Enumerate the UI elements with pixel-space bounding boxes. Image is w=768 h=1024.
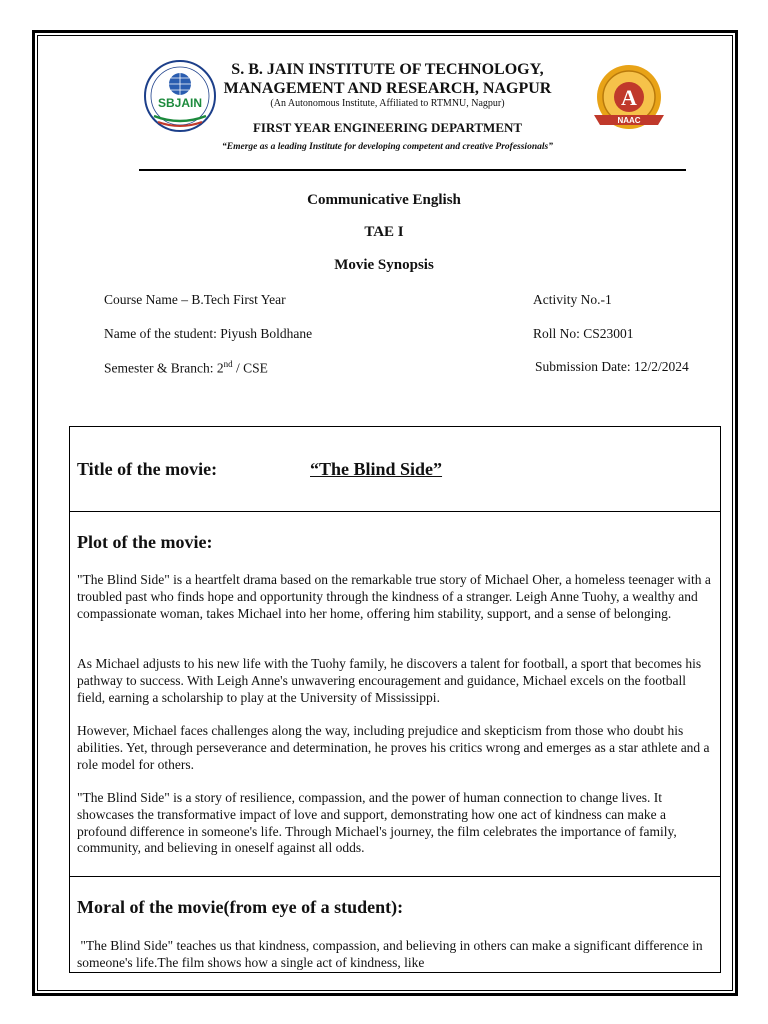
naac-logo: [590, 63, 668, 139]
affiliation: (An Autonomous Institute, Affiliated to RTMNU, Nagpur): [270, 98, 505, 109]
header-divider: [139, 169, 686, 171]
branch: / CSE: [232, 360, 268, 376]
roll-number: Roll No: CS23001: [533, 326, 634, 341]
plot-label: Plot of the movie:: [77, 532, 213, 552]
exam-title: TAE I: [364, 224, 404, 240]
course-name: Course Name – B.Tech First Year: [104, 292, 286, 307]
institute-motto: “Emerge as a leading Institute for developing competent and creative Professionals”: [222, 142, 553, 152]
naac-label: NAAC: [617, 116, 641, 125]
plot-paragraph: "The Blind Side" is a story of resilience, compassion, and the power of human connection to change lives. It showcases the transformative impact of love and support, demonstrating how one act of kindness can make a profound difference in someone's life. Through Michael's journey, the film celebrates the importance of family, community, and believing in oneself against all odds.: [77, 790, 677, 856]
student-name: Name of the student: Piyush Boldhane: [104, 326, 313, 341]
plot-paragraph: As Michael adjusts to his new life with the Tuohy family, he discovers a talent for football, a sport that becomes his pathway to success. With Leigh Anne's unwavering encouragement and guidance, Michael excels on the football field, earning a scholarship to play at the University of Mississippi.: [77, 656, 702, 705]
plot-paragraph: However, Michael faces challenges along the way, including prejudice and skepticism from those who doubt his abilities. Yet, through perseverance and determination, he proves his critics wrong and emerges as a star athlete and a role model for others.: [77, 723, 710, 772]
title-label: Title of the movie:: [77, 459, 218, 479]
plot-paragraph: "The Blind Side" is a heartfelt drama based on the remarkable true story of Michael Oher, a homeless teenager with a troubled past who finds hope and opportunity through the kindness of a stranger. Leigh Anne Tuohy, a wealthy and compassionate woman, takes Michael into her home, offering him stability, support, and a sense of belonging.: [77, 572, 711, 621]
activity-number: Activity No.-1: [533, 292, 612, 307]
subject-title: Communicative English: [307, 192, 461, 208]
submission-date: Submission Date: 12/2/2024: [535, 359, 689, 374]
institute-name: [200, 60, 575, 98]
semester-branch: [104, 359, 268, 377]
movie-title: “The Blind Side”: [310, 459, 443, 479]
moral-label: Moral of the movie(from eye of a student):: [77, 897, 404, 917]
semester-prefix: Semester & Branch: 2: [104, 360, 224, 376]
naac-grade: A: [621, 85, 637, 110]
institute-name-line2: MANAGEMENT AND RESEARCH, NAGPUR: [223, 80, 552, 97]
semester-superscript: nd: [223, 359, 233, 369]
logo-text: SBJAIN: [157, 96, 203, 110]
institute-name-line1: S. B. JAIN INSTITUTE OF TECHNOLOGY,: [231, 61, 544, 78]
department-name: FIRST YEAR ENGINEERING DEPARTMENT: [252, 120, 523, 135]
moral-text: "The Blind Side" teaches us that kindness, compassion, and believing in others can make a significant difference in someone's life.The film shows how a single act of kindness, like: [77, 938, 706, 970]
activity-title: Movie Synopsis: [334, 257, 434, 273]
